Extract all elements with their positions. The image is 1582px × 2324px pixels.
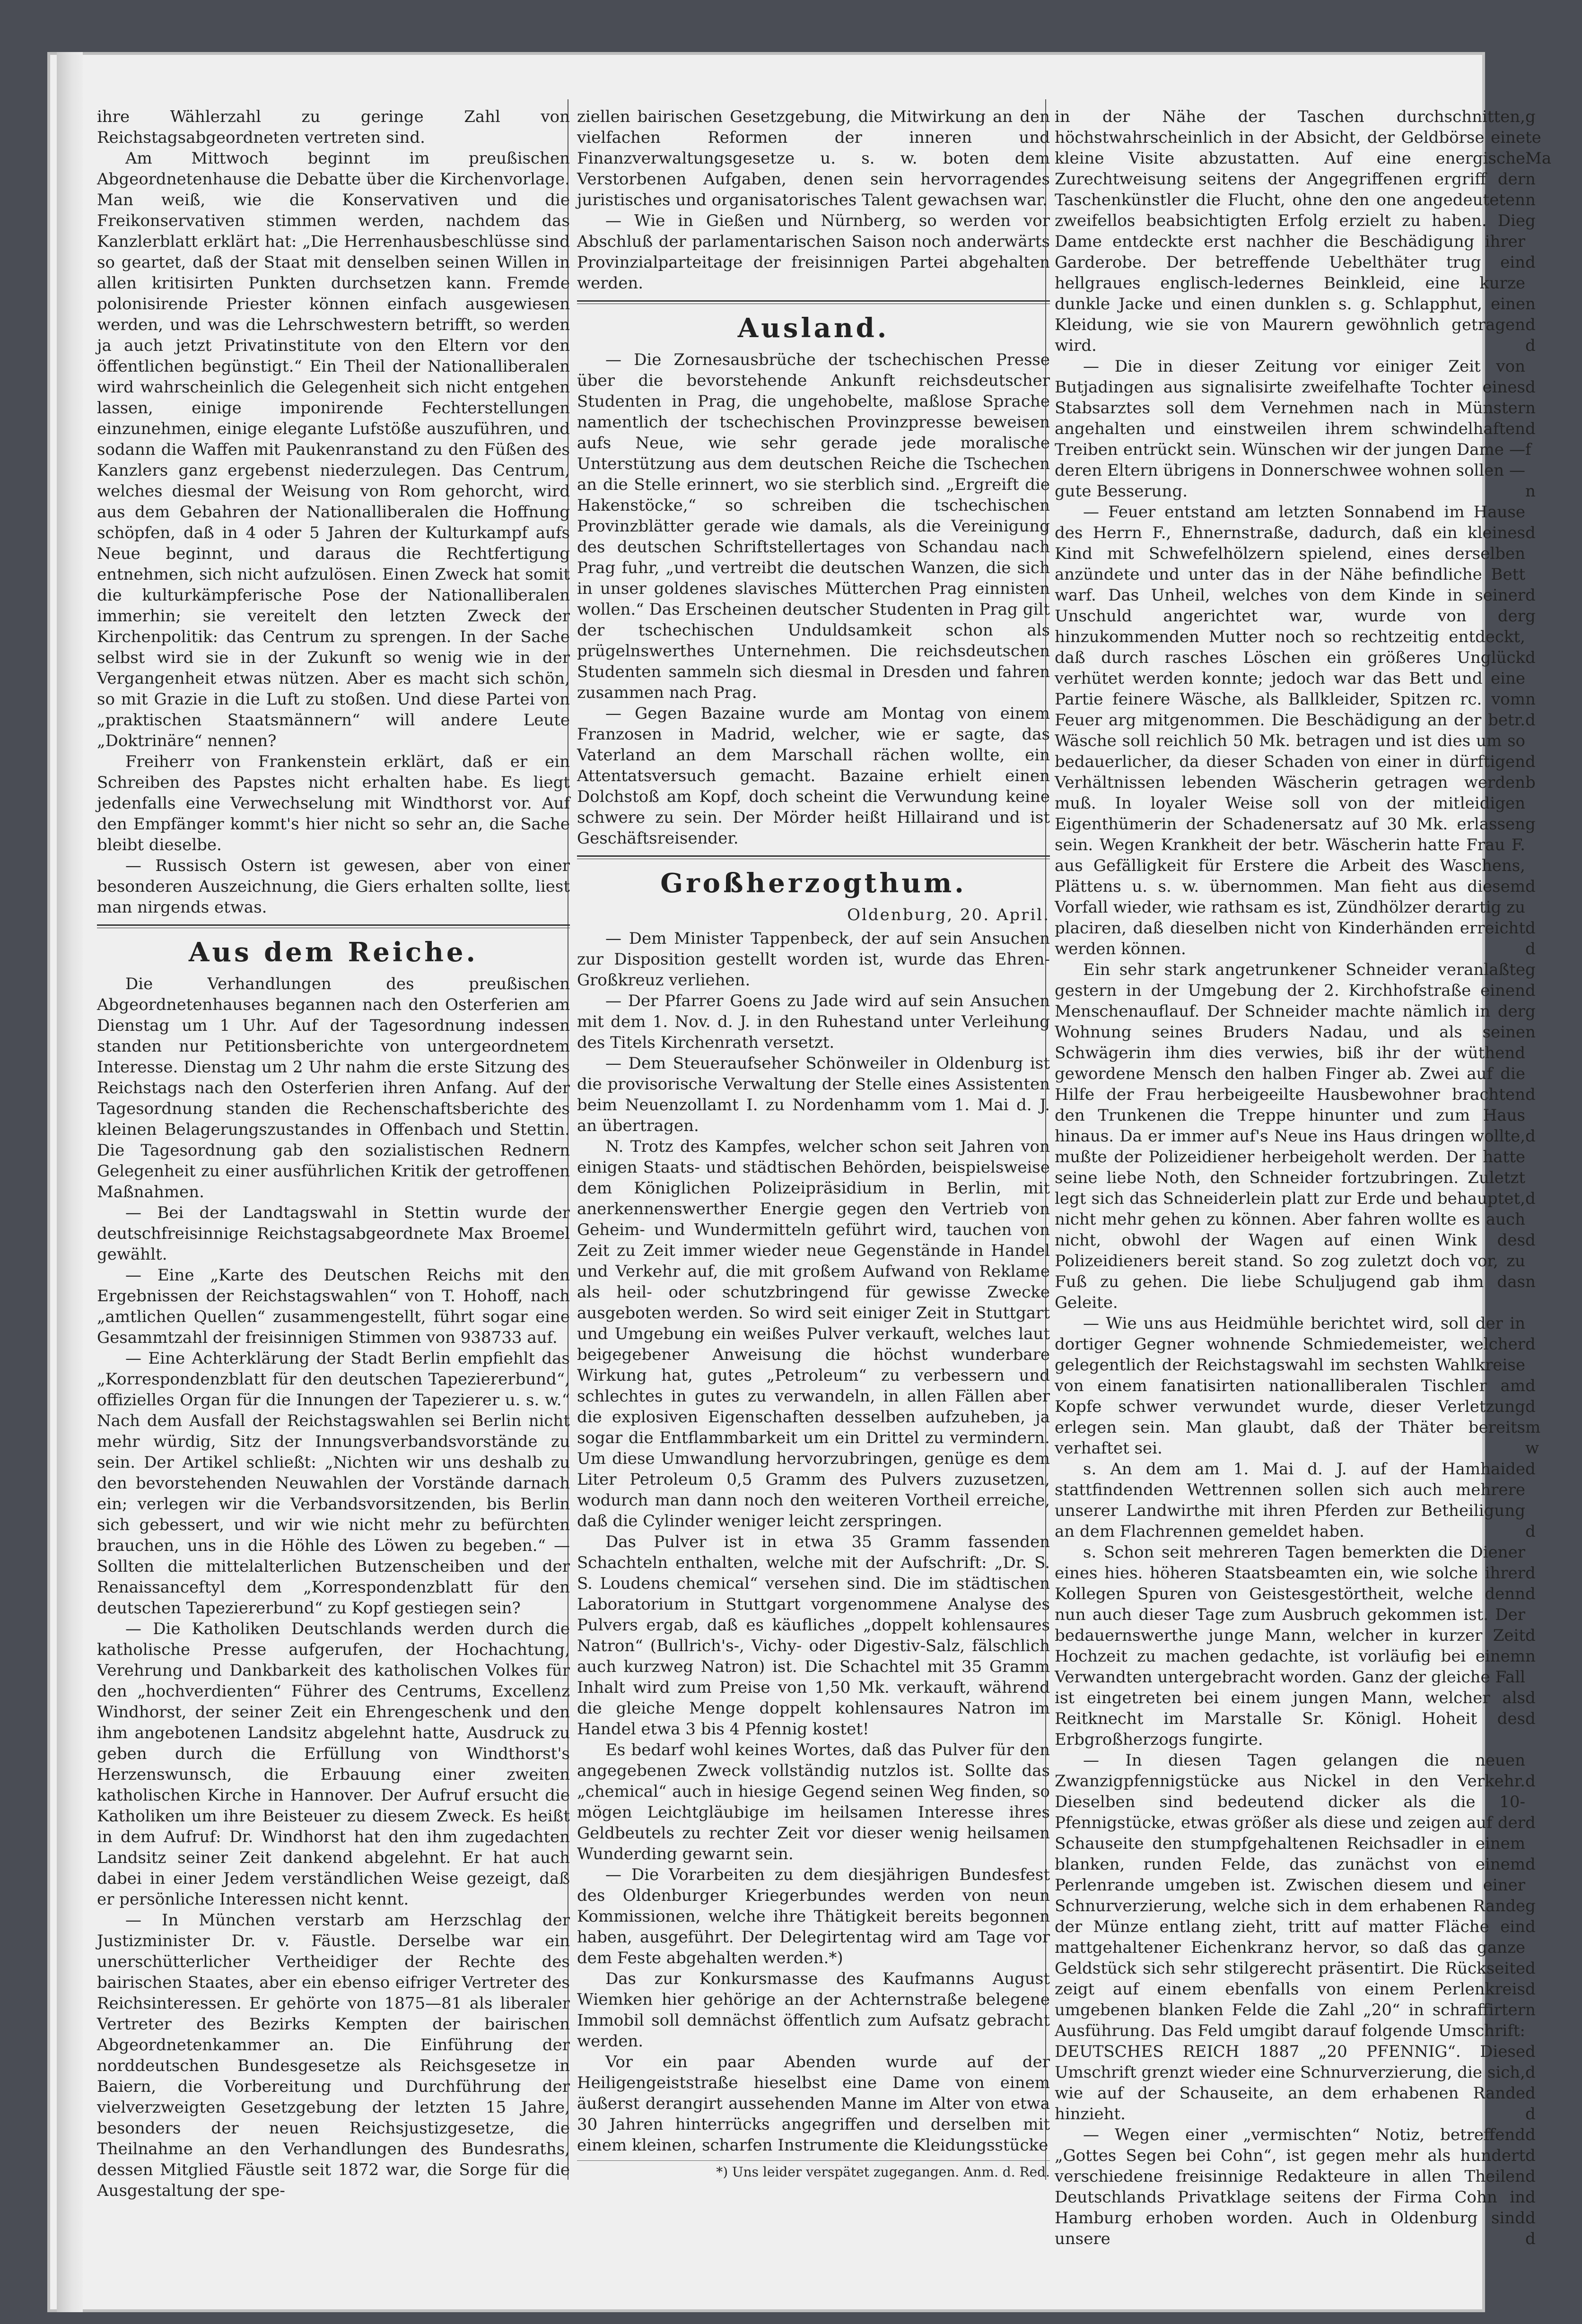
article-text: — Gegen Bazaine wurde am Montag von einem Franzosen in Madrid, welcher, wie er sagte, das Vaterland an dem Marschall rächen wollte, ein Attentatsversuch gemacht. Bazaine erhielt einen Dolchstoß am Kopf, doch scheint die Verwundung keine schwere zu sein. Der Mörder heißt Hillairand und ist Geschäftsreisender. bbox=[577, 704, 1050, 848]
article-text: — Die Zornesausbrüche der tschechischen Presse über die bevorstehende Ankunft reichsdeutscher Studenten in Prag, die ungehobelte, maßlose Sprache namentlich der tschechischen Provinzpresse beweisen aufs Neue, wie sehr gerade jede moralische Unterstützung aus dem deutschen Reiche die Tschechen an die Stelle erinnert, wo sie sterblich sind. „Ergreift die Hakenstöcke,“ so schreiben die tschechischen Provinzblätter gerade wie damals, als die Vereinigung des deutschen Schriftstellertages von Schandau nach Prag fuhr, „und vertreibt die deutschen Wanzen, die sich in unser goldenes slavisches Mütterchen Prag einnisten wollen.“ Das Erscheinen deutscher Studenten in Prag gilt der tschechischen Unduldsamkeit schon als prügelnswerthes Unternehmen. Die reichsdeutschen Studenten sammeln sich diesmal in Dresden und fahren zusammen nach Prag. bbox=[577, 350, 1050, 702]
article-text: — Feuer entstand am letzten Sonnabend im Hause des Herrn F., Ehnernstraße, dadurch, daß ein kleines Kind mit Schwefelhölzern spielend, eines derselben anzündete und unter das in der Nähe befindliche Bett warf. Das Unheil, welches von dem Kinde in seiner Unschuld angerichtet war, wurde von der hinzukommenden Mutter noch so rechtzeitig entdeckt, daß durch rasches Löschen ein größeres Unglück verhütet werden konnte; jedoch war das Bett und eine Partie feinere Wäsche, als Ballkleider, Spitzen rc. vom Feuer arg mitgenommen. Die Beschädigung an der betr. Wäsche soll reichlich 50 Mk. betragen und ist dies um so bedauerlicher, da dieser Schaden von einer in dürftigen Verhältnissen lebenden Wäscherin getragen werden muß. In loyaler Weise soll von der mitleidigen Eigenthümerin der Schadenersatz auf 30 Mk. erlassen sein. Wegen Krankheit der betr. Wäscherin hatte Frau F. aus Gefälligkeit für Erstere die Arbeit des Waschens, Plättens u. s. w. übernommen. Man fieht aus diesem Vorfall wieder, wie rathsam es ist, Zündhölzer derartig zu placiren, daß dieselben nicht von Kinderhänden erreicht werden können. bbox=[1055, 503, 1525, 958]
adjacent-page-edge: g te Ma n n g d n d d d n d f n d d g d n d d b g d d d g d g n d d d d n d d d m w d d d d d n d d d d d g d d d n d d d d d d d d d d bbox=[1525, 107, 1552, 2248]
article-text: Ein sehr stark angetrunkener Schneider veranlaßte gestern in der Umgebung der 2. Kirchhofstraße einen Menschenauflauf. Der Schneider machte nämlich in der Wohnung seines Bruders Nadau, und als seine Schwägerin ihm dies verwies, biß ihr der wüthend gewordene Mensch den halben Finger ab. Zwei auf die Hilfe der Frau herbeigeeilte Hausbewohner brachten den Trunkenen die Treppe hinunter und zum Haus hinaus. Da er immer auf's Neue ins Haus dringen wollte, mußte der Polizeidiener herbeigeholt werden. Der hatte seine liebe Noth, den Schneider fortzubringen. Zuletzt legt sich das Schneiderlein platt zur Erde und behauptet, nicht mehr gehen zu können. Aber fahren wollte es auch nicht, obwohl der Wagen auf einen Wink des Polizeidieners bereit stand. So zog zuletzt doch vor, zu Fuß zu gehen. Die liebe Schuljugend gab ihm das Geleite. bbox=[1055, 960, 1525, 1312]
newspaper-page bbox=[47, 52, 1552, 2312]
article-text: Das zur Konkursmasse des Kaufmanns August Wiemken hier gehörige an der Achternstraße belegene Immobil soll demnächst öffentlich zum Aufsatz gebracht werden. bbox=[577, 1969, 1050, 2051]
section-divider bbox=[97, 924, 570, 928]
article-text: — Eine „Karte des Deutschen Reichs mit den Ergebnissen der Reichstagswahlen“ von T. Hohoff, nach „amtlichen Quellen“ zusammengestellt, führt sogar eine Gesammtzahl der freisinnigen Stimmen von 938733 auf. bbox=[97, 1266, 570, 1347]
article-text: Freiherr von Frankenstein erklärt, daß er ein Schreiben des Papstes nicht erhalten habe. Es liegt jedenfalls eine Verwechselung mit Windthorst vor. Auf den Empfänger kommt's hier nicht so sehr an, die Sache bleibt dieselbe. bbox=[97, 752, 570, 854]
section-heading: Ausland. bbox=[737, 313, 890, 344]
article-text: ziellen bairischen Gesetzgebung, die Mitwirkung an den vielfachen Reformen der inneren und Finanzverwaltungsgesetze u. s. w. boten dem Verstorbenen Aufgaben, denen sein hervorragendes juristisches und organisatorisches Talent gewachsen war. bbox=[577, 107, 1050, 209]
article-text: — Die Vorarbeiten zu dem diesjährigen Bundesfest des Oldenburger Kriegerbundes werden von neun Kommissionen, welche ihre Thätigkeit bereits begonnen haben, ausgeführt. Der Delegirtentag wird am Tage vor dem Feste abgehalten werden.*) bbox=[577, 1865, 1050, 1967]
article-text: s. An dem am 1. Mai d. J. auf der Hamhaide stattfindenden Wettrennen sollen sich auch mehrere unserer Landwirthe mit ihren Pferden zur Betheiligung an dem Flachrennen gemeldet haben. bbox=[1055, 1460, 1525, 1541]
article-text: — In diesen Tagen gelangen die neuen Zwanzigpfennigstücke aus Nickel in den Verkehr. Dieselben sind bedeutend dicker als die 10-Pfennigstücke, etwas größer als diese und zeigen auf der Schauseite den stumpfgehaltenen Reichsadler in einem blanken, runden Felde, das zunächst von einem Perlenrande umgeben ist. Zwischen diesem und einer Schnurverzierung, welche sich in dem erhabenen Rande der Münze entlang zieht, tritt auf matter Fläche ein mattgehaltener Eichenkranz hervor, so daß das ganze Geldstück sich sehr stilgerecht präsentirt. Die Rückseite zeigt auf einem ebenfalls von einem Perlenkreis umgebenen blanken Felde die Zahl „20“ in schraffirter Ausführung. Das Feld umgibt darauf folgende Umschrift: DEUTSCHES REICH 1887 „20 PFENNIG“. Diese Umschrift grenzt wieder eine Schnurverzierung, die sich, wie auf der Schauseite, an dem erhabenen Rande hinzieht. bbox=[1055, 1751, 1525, 2124]
section-divider bbox=[577, 300, 1050, 304]
section-heading: Großherzogthum. bbox=[660, 868, 967, 899]
article-text: — Bei der Landtagswahl in Stettin wurde der deutschfreisinnige Reichstagsabgeordnete Max Broemel gewählt. bbox=[97, 1203, 570, 1264]
article-text: Vor ein paar Abenden wurde auf der Heiligengeiststraße hieselbst eine Dame von einem äußerst derangirt aussehenden Manne im Alter von etwa 30 Jahren hinterrücks angegriffen und derselben mit einem kleinen, scharfen Instrumente die Kleidungsstücke bbox=[577, 2053, 1050, 2155]
article-text: — Eine Achterklärung der Stadt Berlin empfiehlt das „Korrespondenzblatt für den deutschen Tapeziererbund“, offizielles Organ für die Innungen der Tapezierer u. s. w.“ Nach dem Ausfall der Reichstagswahlen sei Berlin nicht mehr würdig, Sitz der Innungsverbandsvorstände zu sein. Der Artikel schließt: „Nichten wir uns deshalb zu den bevorstehenden Neuwahlen der Vorstände darnach ein; verlegen wir die Verbandsvorsitzenden, bis Berlin sich gebessert, und wir wie nicht mehr zu befürchten brauchen, uns in die Höhle des Löwen zu begeben.“ — Sollten die mittelalterlichen Butzenscheiben und der Renaissanceftyl dem „Korrespondenzblatt für den deutschen Tapeziererbund“ zu Kopf gestiegen sein? bbox=[97, 1349, 570, 1618]
article-text: ihre Wählerzahl zu geringe Zahl von Reichstagsabgeordneten vertreten sind. bbox=[97, 107, 570, 147]
article-text: — Der Pfarrer Goens zu Jade wird auf sein Ansuchen mit dem 1. Nov. d. J. in den Ruhestand unter Verleihung des Titels Kirchenrath versetzt. bbox=[577, 992, 1050, 1052]
article-text: — Dem Steueraufseher Schönweiler in Oldenburg ist die provisorische Verwaltung der Stelle eines Assistenten beim Neuenzollamt I. zu Nordenhamm vom 1. Mai d. J. an übertragen. bbox=[577, 1054, 1050, 1135]
article-text: — Wegen einer „vermischten“ Notiz, betreffend „Gottes Segen bei Cohn“, ist gegen mehr als hundert verschiedene freisinnige Redakteure in allen Theilen Deutschlands Privatklage seitens der Firma Cohn in Hamburg erhoben worden. Auch in Oldenburg sind unsere bbox=[1055, 2125, 1525, 2248]
article-text: — Wie uns aus Heidmühle berichtet wird, soll der in dortiger Gegner wohnende Schmiedemeister, welcher gelegentlich der Reichstagswahl im sechsten Wahlkreise von einem fanatisirten nationalliberalen Tischler am Kopfe schwer verwundet wurde, dieser Verletzung erlegen sein. Man glaubt, daß der Thäter bereits verhaftet sei. bbox=[1055, 1314, 1525, 1458]
article-text: N. Trotz des Kampfes, welcher schon seit Jahren von einigen Staats- und städtischen Behörden, beispielsweise dem Königlichen Polizeipräsidium in Berlin, mit anerkennenswerther Energie gegen den Vertrieb von Geheim- und Wundermitteln geführt wird, tauchen von Zeit zu Zeit immer wieder neue Gegenstände in Handel und Verkehr auf, die mit großem Aufwand von Reklame als heil- oder schutzbringend für gewisse Zwecke ausgeboten werden. So wird seit einiger Zeit in Stuttgart und Umgebung ein weißes Pulver verkauft, welches laut beigegebener Anweisung die höchst wunderbare Wirkung hat, gutes „Petroleum“ zu verbessern und schlechtes in gutes zu verwandeln, in allen Fällen aber die explosiven Eigenschaften desselben aufzuheben, ja sogar die Entflammbarkeit um ein Drittel zu vermindern. Um diese Umwandlung hervorzubringen, genüge es dem Liter Petroleum 0,5 Gramm des Pulvers zuzusetzen, wodurch man dann noch den weiteren Vortheil erreiche, daß die Cylinder weniger leicht zerspringen. bbox=[577, 1137, 1050, 1531]
page-binding bbox=[57, 52, 83, 2312]
article-text: — Dem Minister Tappenbeck, der auf sein Ansuchen zur Disposition gestellt worden ist, wurde das Ehren-Großkreuz verliehen. bbox=[577, 929, 1050, 990]
article-text: — Russisch Ostern ist gewesen, aber von einer besonderen Auszeichnung, die Giers erhalten sollte, liest man nirgends etwas. bbox=[97, 856, 570, 917]
article-text: Am Mittwoch beginnt im preußischen Abgeordnetenhause die Debatte über die Kirchenvorlage. Man weiß, wie die Konservativen und die Freikonservativen stimmen werden, nachdem das Kanzlerblatt erklärt hat: „Die Herrenhausbeschlüsse sind so geartet, daß der Staat mit denselben seinen Willen in allen kritisirten Punkten durchsetzen kann. Fremde polonisirende Priester können einfach ausgewiesen werden, und was die Lehrschwestern betrifft, so werden ja auch jetzt Privatinstitute von den Eltern vor den öffentlichen begünstigt.“ Ein Theil der Nationalliberalen wird wahrscheinlich die Gelegenheit sich nicht entgehen lassen, einige imponirende Fechterstellungen einzunehmen, einige elegante Lufstöße auszuführen, und sodann die Waffen mit Paukenranstand zu den Füßen des Kanzlers ganz ergebenst niederzulegen. Das Centrum, welches diesmal der Weisung von Rom gehorcht, wird aus dem Gebahren der Nationalliberalen die Hoffnung schöpfen, daß in 4 oder 5 Jahren der Kulturkampf aufs Neue beginnt, und daraus die Rechtfertigung entnehmen, sich nicht aufzulösen. Einen Zweck hat somit die kulturkämpferische Pose der Nationalliberalen immerhin; sie vereitelt den letzten Zweck der Kirchenpolitik: das Centrum zu sprengen. In der Sache selbst wird sie in der Zukunft so wenig wie in der Vergangenheit etwas nützen. Aber es macht sich schön, so mit Grazie in die Luft zu stoßen. Und diese Partei von „praktischen Staatsmännern“ will andere Leute „Doktrinäre“ nennen? bbox=[97, 149, 570, 750]
column-3 bbox=[1045, 106, 1525, 2248]
column-2 bbox=[568, 106, 1050, 2196]
article-text: — In München verstarb am Herzschlag der Justizminister Dr. v. Fäustle. Derselbe war ein unerschütterlicher Vertheidiger der Rechte des bairischen Staates, aber ein ebenso eifriger Vertreter des Reichsinteressen. Er gehörte von 1875—81 als liberaler Vertreter des Bezirks Kempten der bairischen Abgeordnetenkammer an. Die Einführung der norddeutschen Bundesgesetze als Reichsgesetze in Baiern, die Vorbereitung und Durchführung der vielverzweigten Gesetzgebung der letzten 15 Jahre, besonders der neuen Reichsjustizgesetze, die Theilnahme an den Verhandlungen des Bundesraths, dessen Mitglied Fäustle seit 1872 war, die Sorge für die Ausgestaltung der spe- bbox=[97, 1911, 570, 2200]
article-text: Es bedarf wohl keines Wortes, daß das Pulver für den angegebenen Zweck vollständig nutzlos ist. Sollte das „chemical“ auch in hiesige Gegend seinen Weg finden, so mögen Leichtgläubige im heilsamen Interesse ihres Geldbeutels zu rechter Zeit vor dieser wenig heilsamen Wunderding gewarnt sein. bbox=[577, 1741, 1050, 1863]
article-text: in der Nähe der Taschen durchschnitten, höchstwahrscheinlich in der Absicht, der Geldbörse eine kleine Visite abzustatten. Auf eine energische Zurechtweisung seitens der Angegriffenen ergriff der Taschenkünstler die Flucht, ohne den one angedeuteten zweifellos beabsichtigten Erfolg erzielt zu haben. Die Dame entdeckte erst nachher die Beschädigung ihrer Garderobe. Der betreffende Uebelthäter trug ein hellgraues englisch-ledernes Beinkleid, eine kurze dunkle Jacke und einen dunklen s. g. Schlapphut, eine Kleidung, wie sie von Maurern gewöhnlich getragen wird. bbox=[1055, 107, 1525, 355]
article-text: Die Verhandlungen des preußischen Abgeordnetenhauses begannen nach den Osterferien am Dienstag um 1 Uhr. Auf der Tagesordnung indessen standen nur Petitionsberichte von untergeordnetem Interesse. Dienstag um 2 Uhr nahm die erste Sitzung des Reichstags nach den Osterferien ihren Anfang. Auf der Tagesordnung standen die Rechenschaftsberichte des kleinen Belagerungszustandes in Offenbach und Stettin. Die Tagesordnung gab den sozialistischen Rednern Gelegenheit zu einer ausführlichen Kritik der getroffenen Maßnahmen. bbox=[97, 975, 570, 1201]
footnote: *) Uns leider verspätet zugegangen. Anm. d. Red. bbox=[577, 2160, 1050, 2181]
dateline: Oldenburg, 20. April. bbox=[847, 905, 1050, 924]
article-text: — Die in dieser Zeitung vor einiger Zeit von Butjadingen aus signalisirte zweifelhafte Tochter eines Stabsarztes soll dem Vernehmen nach in Münster angehalten und einstweilen ihrem schwindelhaften Treiben entrückt sein. Wünschen wir der jungen Dame — deren Eltern übrigens in Donnerschwee wohnen sollen — gute Besserung. bbox=[1055, 357, 1525, 501]
section-divider bbox=[577, 855, 1050, 859]
article-text: s. Schon seit mehreren Tagen bemerkten die Diener eines hies. höheren Staatsbeamten ein, wie solche ihrer Kollegen Spuren von Geistesgestörtheit, welche denn nun auch dieser Tage zum Ausbruch gekommen ist. Der bedauernswerthe junge Mann, welcher in kurzer Zeit Hochzeit zu machen gedachte, ist vorläufig bei einem Verwandten untergebracht worden. Ganz der gleiche Fall ist eingetreten bei einem jungen Mann, welcher als Reitknecht im Marstalle Sr. Königl. Hoheit des Erbgroßherzogs fungirte. bbox=[1055, 1543, 1525, 1749]
article-text: Das Pulver ist in etwa 35 Gramm fassenden Schachteln enthalten, welche mit der Aufschrift: „Dr. S. S. Loudens chemical“ versehen sind. Die im städtischen Laboratorium in Stuttgart vorgenommene Analyse des Pulvers ergab, daß es käufliches „doppelt kohlensaures Natron“ (Bullrich's-, Vichy- oder Digestiv-Salz, fälschlich auch kurzweg Natron) ist. Die Schachtel mit 35 Gramm Inhalt wird zum Preise von 1,50 Mk. verkauft, während die gleiche Menge doppelt kohlensaures Natron im Handel etwa 3 bis 4 Pfennig kostet! bbox=[577, 1532, 1050, 1739]
article-text: — Wie in Gießen und Nürnberg, so werden vor Abschluß der parlamentarischen Saison noch anderwärts Provinzialparteitage der freisinnigen Partei abgehalten werden. bbox=[577, 211, 1050, 293]
column-1 bbox=[97, 106, 570, 2225]
article-text: — Die Katholiken Deutschlands werden durch die katholische Presse aufgerufen, der Hochachtung, Verehrung und Dankbarkeit des katholischen Volkes für den „hochverdienten“ Führer des Centrums, Excellenz Windhorst, der seiner Zeit ein Ehrengeschenk und den ihm angebotenen Landsitz abgelehnt hatte, Ausdruck zu geben durch die Erfüllung von Windthorst's Herzenswunsch, die Erbauung einer zweiten katholischen Kirche in Hannover. Der Aufruf ersucht die Katholiken um ihre Beisteuer zu diesem Zweck. Es heißt in dem Aufruf: Dr. Windhorst hat den ihm zugedachten Landsitz seiner Zeit dankend abgelehnt. Er hat auch dabei in einer Jedem verständlichen Weise gezeigt, daß er persönliche Interessen nicht kennt. bbox=[97, 1619, 570, 1909]
section-heading: Aus dem Reiche. bbox=[188, 937, 479, 968]
